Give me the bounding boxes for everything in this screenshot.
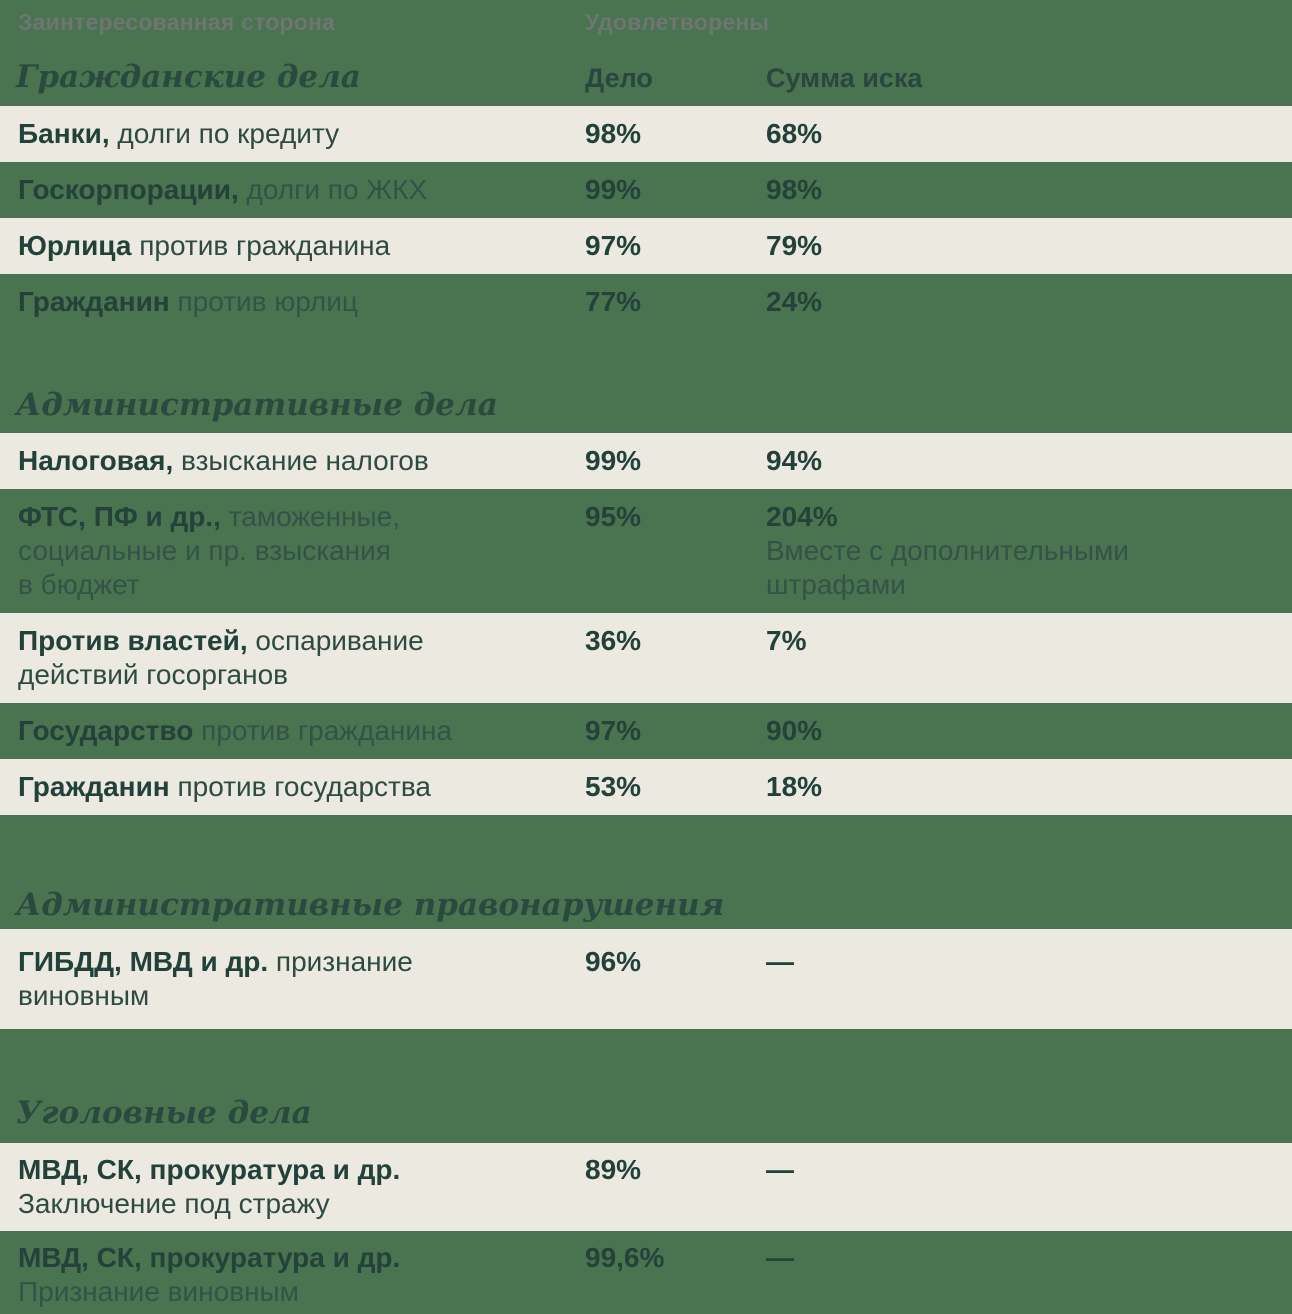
party-cell xyxy=(0,500,585,602)
party-cell xyxy=(0,1153,585,1221)
percent-delo: 99,6% xyxy=(585,1242,665,1273)
percent-summa-value: — xyxy=(766,1154,794,1185)
section-title-row xyxy=(0,1093,1292,1133)
party-bold: Юрлица xyxy=(18,230,132,261)
party-cell xyxy=(0,173,585,207)
party-bold: Государство xyxy=(18,715,194,746)
percent-summa xyxy=(766,624,1292,658)
percent-delo: 98% xyxy=(585,118,642,149)
table-row xyxy=(0,613,1292,703)
party-rest: таможенные, социальные и пр. взыскания в бюджет xyxy=(18,501,401,600)
party-bold: Гражданин xyxy=(18,771,170,802)
section-0 xyxy=(0,57,1292,330)
party-text xyxy=(18,624,478,692)
percent-delo: 36% xyxy=(585,625,642,656)
table-row xyxy=(0,274,1292,330)
percent-summa-value: 204% xyxy=(766,501,838,532)
table-row xyxy=(0,106,1292,162)
percent-summa-value: 90% xyxy=(766,715,823,746)
party-bold: Банки, xyxy=(18,118,110,149)
percent-summa-value: — xyxy=(766,946,794,977)
percent-summa xyxy=(766,1241,1292,1275)
table-row xyxy=(0,929,1292,1029)
percent-delo: 77% xyxy=(585,286,642,317)
party-text xyxy=(18,1153,478,1221)
table-row xyxy=(0,1231,1292,1314)
party-rest: взыскание налогов xyxy=(181,445,429,476)
party-bold: МВД, СК, прокуратура и др. xyxy=(18,1154,401,1185)
party-rest: против государства xyxy=(177,771,431,802)
party-second-line: Признание виновным xyxy=(18,1276,299,1307)
percent-delo: 99% xyxy=(585,174,642,205)
percent-summa xyxy=(766,714,1292,748)
section-title-row xyxy=(0,57,1292,98)
party-cell xyxy=(0,770,585,804)
party-bold: Против властей, xyxy=(18,625,248,656)
column-header-delo: Дело xyxy=(585,63,653,93)
party-rest: против гражданина xyxy=(139,230,391,261)
party-text xyxy=(18,945,478,1013)
party-cell xyxy=(0,229,585,263)
party-text xyxy=(18,229,478,263)
percent-delo: 95% xyxy=(585,501,642,532)
party-text xyxy=(18,444,478,478)
table-row xyxy=(0,218,1292,274)
party-cell xyxy=(0,285,585,319)
table-row xyxy=(0,489,1292,613)
percent-summa xyxy=(766,173,1292,207)
percent-summa-value: 94% xyxy=(766,445,823,476)
percent-summa xyxy=(766,945,1292,979)
party-text xyxy=(18,285,478,319)
percent-delo: 96% xyxy=(585,946,642,977)
party-text xyxy=(18,500,478,602)
percent-delo: 99% xyxy=(585,445,642,476)
party-cell xyxy=(0,945,585,1013)
table-row xyxy=(0,1143,1292,1231)
party-cell xyxy=(0,117,585,151)
party-rest: оспаривание действий госорганов xyxy=(18,625,424,690)
party-bold: Налоговая, xyxy=(18,445,174,476)
sections-container xyxy=(0,57,1292,1314)
party-text xyxy=(18,770,478,804)
section-title: Уголовные дела xyxy=(16,1095,312,1131)
party-cell xyxy=(0,624,585,692)
party-rest: долги по ЖКХ xyxy=(246,174,428,205)
party-rest: долги по кредиту xyxy=(117,118,340,149)
percent-summa-value: 24% xyxy=(766,286,823,317)
table-row xyxy=(0,703,1292,759)
party-bold: Госкорпорации, xyxy=(18,174,239,205)
table-header-row xyxy=(0,6,1292,38)
table-row xyxy=(0,162,1292,218)
percent-delo: 89% xyxy=(585,1154,642,1185)
party-cell xyxy=(0,714,585,748)
percent-summa xyxy=(766,229,1292,263)
table-row xyxy=(0,759,1292,815)
table-row xyxy=(0,433,1292,489)
header-interested-party: Заинтересованная сторона xyxy=(18,9,336,35)
party-bold: Гражданин xyxy=(18,286,170,317)
party-rest: признание виновным xyxy=(18,946,413,1011)
summa-note: Вместе с дополнительными штрафами xyxy=(766,535,1129,600)
party-text xyxy=(18,117,478,151)
section-title: Административные правонарушения xyxy=(16,887,725,923)
party-text xyxy=(18,173,478,207)
percent-summa-value: — xyxy=(766,1242,794,1273)
party-second-line: Заключение под стражу xyxy=(18,1188,330,1219)
party-cell xyxy=(0,444,585,478)
percent-summa-value: 79% xyxy=(766,230,823,261)
section-2 xyxy=(0,885,1292,1029)
percent-summa-value: 98% xyxy=(766,174,823,205)
section-title-row xyxy=(0,385,1292,425)
percent-delo: 97% xyxy=(585,715,642,746)
party-rest: против юрлиц xyxy=(177,286,358,317)
section-3 xyxy=(0,1093,1292,1314)
percent-summa xyxy=(766,770,1292,804)
section-1 xyxy=(0,385,1292,815)
section-title: Административные дела xyxy=(16,387,498,423)
percent-summa xyxy=(766,117,1292,151)
percent-delo: 97% xyxy=(585,230,642,261)
percent-delo: 53% xyxy=(585,771,642,802)
percent-summa-value: 7% xyxy=(766,625,807,656)
section-title: Гражданские дела xyxy=(16,59,361,95)
party-text xyxy=(18,1241,478,1309)
percent-summa xyxy=(766,285,1292,319)
party-bold: ФТС, ПФ и др., xyxy=(18,501,221,532)
percent-summa xyxy=(766,444,1292,478)
section-title-row xyxy=(0,885,1292,925)
percent-summa-value: 18% xyxy=(766,771,823,802)
percent-summa-value: 68% xyxy=(766,118,823,149)
party-bold: МВД, СК, прокуратура и др. xyxy=(18,1242,401,1273)
header-satisfied: Удовлетворены xyxy=(585,9,770,35)
percent-summa xyxy=(766,500,1292,602)
column-header-summa: Сумма иска xyxy=(766,63,923,93)
percent-summa xyxy=(766,1153,1292,1187)
party-rest: против гражданина xyxy=(201,715,453,746)
party-text xyxy=(18,714,478,748)
party-bold: ГИБДД, МВД и др. xyxy=(18,946,269,977)
party-cell xyxy=(0,1241,585,1309)
